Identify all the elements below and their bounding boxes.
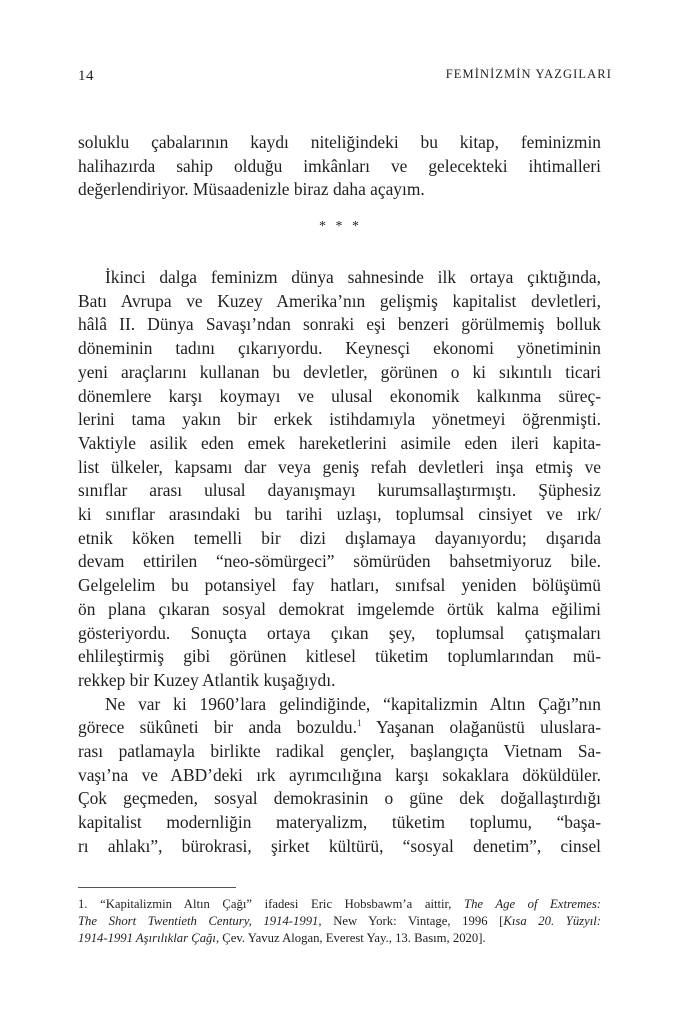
footnote-text: “Kapitalizmin Altın Çağı” ifadesi Eric Hobsbawm’a aittir, (100, 897, 452, 911)
paragraph (78, 266, 601, 693)
text-line: rası patlamayla birlikte radikal gençler, başlangıçta Vietnam Sa- (78, 741, 601, 762)
text-line: hâlâ II. Dünya Savaşı’ndan sonraki eşi benzeri görülmemiş bolluk (78, 314, 601, 335)
text-fragment: Yaşanan olağanüstü uluslara- (376, 717, 602, 738)
text-line: Gelgelelim bu potansiyel fay hatları, sınıfsal yeniden bölüşümü (78, 575, 601, 596)
footnote-line (78, 896, 601, 913)
text-line: değerlendiriyor. Müsaadenizle biraz daha açayım. (78, 179, 425, 200)
page-number: 14 (78, 68, 94, 84)
footnote-book-title: The Short Twentieth Century, 1914-1991 (78, 914, 319, 928)
text-line (78, 716, 601, 740)
text-line: yeni araçlarını kullanan bu devletler, görünen o ki sıkıntılı ticari (78, 361, 601, 382)
section-separator: * * * (319, 219, 362, 234)
text-line: list ülkeler, kapsamı dar veya geniş refah devletleri inşa etmiş ve (78, 456, 601, 477)
text-line: ehlileştirmiş gibi görünen kitlesel tüketim toplumlarından mü- (78, 646, 601, 667)
text-line: vaşı’na ve ABD’deki ırk ayrımcılığına karşı sokaklara döküldüler. (78, 764, 601, 785)
text-line: ön plana çıkaran sosyal demokrat imgelemde örtük kalma eğilimi (78, 598, 601, 619)
paragraph-intro-continuation (78, 131, 601, 202)
text-line: gösteriyordu. Sonuçta ortaya çıkan şey, toplumsal çatışmaları (78, 622, 601, 643)
text-line: dönemlere karşı koymayı ve ulusal ekonomik kalkınma süreç- (78, 385, 601, 406)
text-fragment: görece sükûneti bir anda bozuldu. (78, 717, 357, 738)
footnote-book-title: 1914-1991 Aşırılıklar Çağı (78, 931, 216, 945)
text-line: Batı Avrupa ve Kuzey Amerika’nın gelişmiş kapitalist devletleri, (78, 290, 601, 311)
text-line: rı ahlakı”, bürokrasi, şirket kültürü, “sosyal denetim”, cinsel (78, 835, 601, 856)
footnote-divider (78, 887, 236, 888)
footnote-number: 1. (78, 897, 88, 911)
footnote-book-title: The Age of Extremes: (464, 897, 602, 911)
footnote-line (78, 930, 601, 947)
footnote (78, 896, 601, 947)
footnote-line (78, 913, 601, 930)
text-line: kapitalist modernliğin materyalizm, tüketim toplumu, “başa- (78, 812, 601, 833)
text-line: Vaktiyle asilik eden emek hareketlerini asimile eden ileri kapita- (78, 432, 601, 453)
text-line: etnik köken temelli bir dizi dışlamaya dayanıyordu; dışarıda (78, 527, 601, 548)
text-line: İkinci dalga feminizm dünya sahnesinde ilk ortaya çıktığında, (105, 267, 601, 287)
footnote-book-title: Kısa 20. Yüzyıl: (503, 914, 602, 928)
text-line: soluklu çabalarının kaydı niteliğindeki bu kitap, feminizmin (78, 132, 601, 152)
footnote-text: , New York: Vintage, 1996 [ (318, 914, 504, 928)
main-text (78, 266, 601, 859)
text-line: sınıflar arası ulusal dayanışmayı kurumsallaştırmıştı. Şüphesiz (78, 480, 601, 501)
footnote-text: , Çev. Yavuz Alogan, Everest Yay., 13. Basım, 2020]. (215, 931, 486, 945)
text-line: lerini tama yakın bir erkek istihdamıyla yönetmeyi öğrenmişti. (78, 409, 601, 430)
text-line: ki sınıflar arasındaki bu tarihi uzlaşı, toplumsal cinsiyet ve ırk/ (78, 504, 601, 525)
running-head: FEMİNİZMİN YAZGILARI (445, 67, 612, 81)
text-line: Ne var ki 1960’lara gelindiğinde, “kapitalizmin Altın Çağı”nın (105, 693, 601, 714)
text-line: devam ettirilen “neo-sömürgeci” sömürüden bahsetmiyoruz bile. (78, 551, 601, 572)
paragraph (78, 693, 601, 859)
text-line: halihazırda sahip olduğu imkânları ve gelecekteki ihtimalleri (78, 155, 601, 176)
text-line: döneminin tadını çıkarıyordu. Keynesçi ekonomi yönetiminin (78, 338, 601, 359)
text-line: rekkep bir Kuzey Atlantik kuşağıydı. (78, 669, 336, 690)
footnote-reference[interactable]: 1 (356, 718, 362, 729)
text-line: Çok geçmeden, sosyal demokrasinin o güne dek doğallaştırdığı (78, 788, 601, 809)
